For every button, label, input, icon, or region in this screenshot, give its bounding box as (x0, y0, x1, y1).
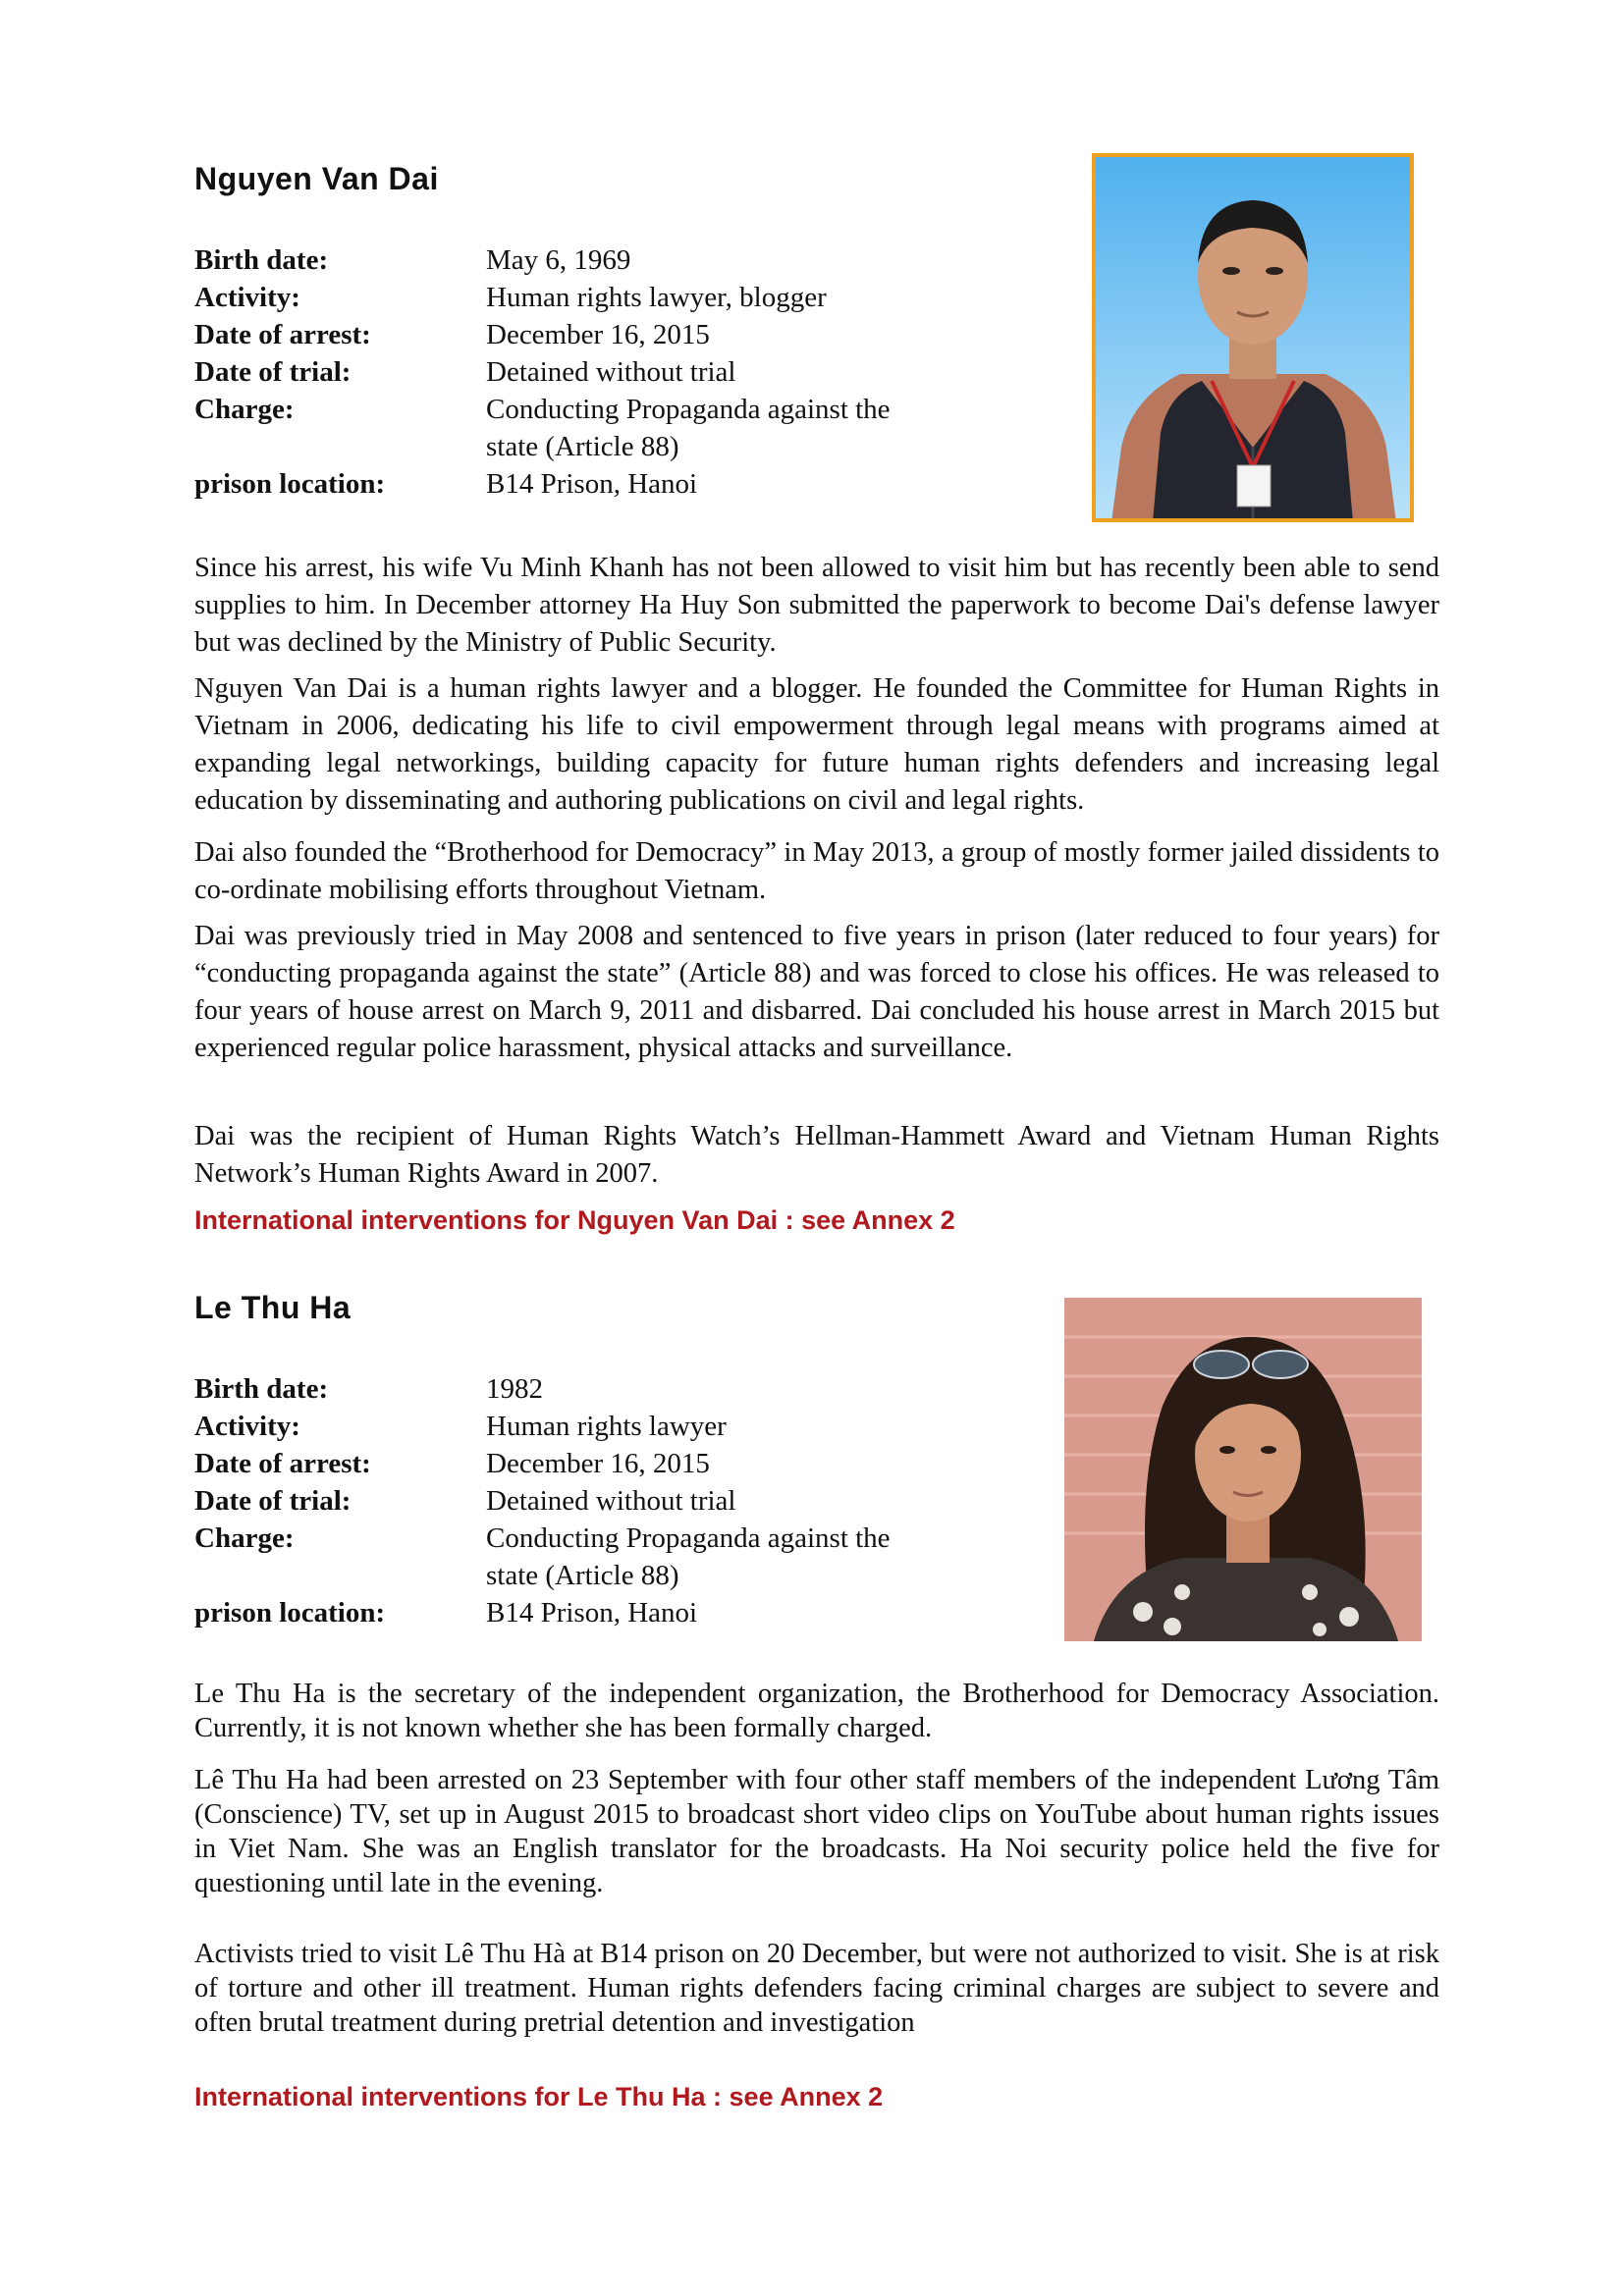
info-row (194, 1408, 941, 1445)
info-label: prison location: (194, 1597, 386, 1629)
portrait-photo (1092, 153, 1414, 522)
portrait-nguyen-van-dai (1092, 153, 1414, 522)
portrait-photo (1064, 1298, 1422, 1641)
info-label: Date of trial: (194, 356, 352, 388)
info-row (194, 241, 941, 279)
info-row (194, 465, 941, 503)
info-row (194, 1482, 941, 1520)
info-row (194, 391, 941, 465)
portrait-le-thu-ha (1064, 1298, 1422, 1641)
body-paragraph: Le Thu Ha is the secretary of the independent organization, the Brotherhood for Democracy Association. Currently, it is not known whether she has been formally charged. (194, 1679, 1439, 1743)
info-row (194, 353, 941, 391)
info-row (194, 316, 941, 353)
profile-name: Le Thu Ha (194, 1290, 352, 1325)
info-label: Activity: (194, 1411, 300, 1442)
info-row (194, 1370, 941, 1408)
info-value: Detained without trial (486, 356, 736, 388)
body-paragraph: Activists tried to visit Lê Thu Hà at B14 prison on 20 December, but were not authorized to visit. She is at risk of torture and other ill treatment. Human rights defenders facing criminal charges are subject to severe and often brutal treatment during pretrial detention and investigation (194, 1939, 1439, 2038)
info-value: B14 Prison, Hanoi (486, 1597, 698, 1629)
info-label: Birth date: (194, 1373, 329, 1405)
info-value: Conducting Propaganda against the state (Article 88) (486, 1522, 891, 1591)
info-value: December 16, 2015 (486, 319, 710, 350)
info-value: Detained without trial (486, 1485, 736, 1517)
profile-info-table (194, 1370, 941, 1631)
body-paragraph: Dai was previously tried in May 2008 and sentenced to five years in prison (later reduced to four years) for “conducting propaganda against the state” (Article 88) and was forced to close his offices. He was released to four years of house arrest on March 9, 2011 and disbarred. Dai concluded his house arrest in March 2015 but experienced regular police harassment, physical attacks and surveillance. (194, 921, 1439, 1063)
info-label: Activity: (194, 282, 300, 313)
body-paragraph: Nguyen Van Dai is a human rights lawyer and a blogger. He founded the Committee for Human Rights in Vietnam in 2006, dedicating his life to civil empowerment through legal means with programs aimed at expanding legal networkings, building capacity for future human rights defenders and increasing legal education by disseminating and authoring publications on civil and legal rights. (194, 673, 1439, 816)
info-value: Human rights lawyer (486, 1411, 727, 1442)
info-label: Date of arrest: (194, 1448, 371, 1479)
info-value: B14 Prison, Hanoi (486, 468, 698, 500)
info-label: Charge: (194, 1522, 295, 1554)
info-value: Conducting Propaganda against the state (Article 88) (486, 394, 891, 462)
body-paragraph: Since his arrest, his wife Vu Minh Khanh has not been allowed to visit him but has recently been able to send supplies to him. In December attorney Ha Huy Son submitted the paperwork to become Dai's defense lawyer but was declined by the Ministry of Public Security. (194, 553, 1439, 658)
info-value: December 16, 2015 (486, 1448, 710, 1479)
info-row (194, 1594, 941, 1631)
info-label: Date of arrest: (194, 319, 371, 350)
info-label: Charge: (194, 394, 295, 425)
info-row (194, 1520, 941, 1594)
body-paragraph: Dai also founded the “Brotherhood for Democracy” in May 2013, a group of mostly former jailed dissidents to co-ordinate mobilising efforts throughout Vietnam. (194, 837, 1439, 905)
info-value: 1982 (486, 1373, 543, 1405)
profile-info-table (194, 241, 941, 503)
profile-name: Nguyen Van Dai (194, 161, 439, 196)
info-value: May 6, 1969 (486, 244, 631, 276)
info-label: Date of trial: (194, 1485, 352, 1517)
body-paragraph: Lê Thu Ha had been arrested on 23 September with four other staff members of the independent Lương Tâm (Conscience) TV, set up in August 2015 to broadcast short video clips on YouTube about human rights issues in Viet Nam. She was an English translator for the broadcasts. Ha Noi security police held the five for questioning until late in the evening. (194, 1765, 1439, 1898)
info-label: Birth date: (194, 244, 329, 276)
info-row (194, 1445, 941, 1482)
info-label: prison location: (194, 468, 386, 500)
body-paragraph: Dai was the recipient of Human Rights Watch’s Hellman-Hammett Award and Vietnam Human Rights Network’s Human Rights Award in 2007. (194, 1121, 1439, 1189)
info-row (194, 279, 941, 316)
info-value: Human rights lawyer, blogger (486, 282, 827, 313)
intervention-note: International interventions for Le Thu Ha : see Annex 2 (194, 2082, 884, 2111)
intervention-note: International interventions for Nguyen Van Dai : see Annex 2 (194, 1205, 955, 1235)
